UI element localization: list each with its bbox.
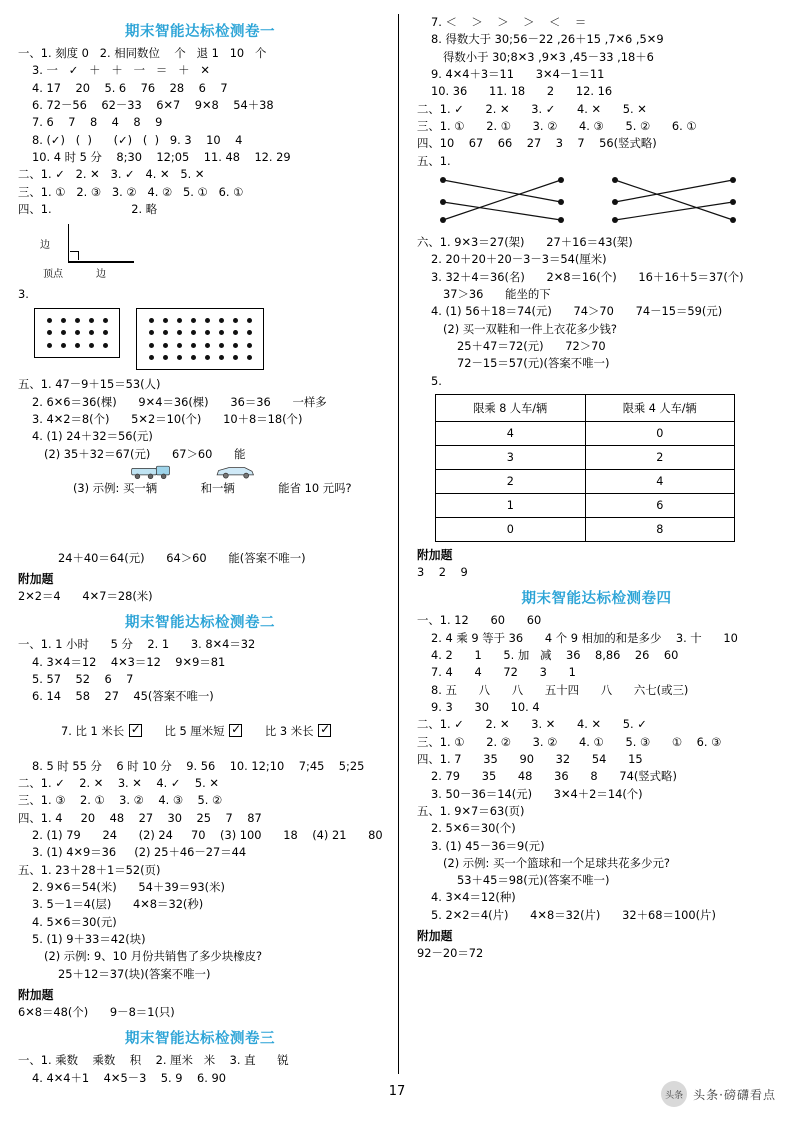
answer-line: 5. [431,373,442,388]
dot [149,330,154,335]
answer-line: 二、1. ✓ 2. ✕ 3. ✓ 4. ✕ 5. ✕ [417,101,647,116]
dot [247,343,252,348]
right-column [398,14,776,1074]
checkbox-checked[interactable] [229,724,242,737]
dot-row [144,327,256,339]
answer-line: (2) 示例: 9、10 月份共销售了多少块橡皮? [44,949,263,964]
dot [177,355,182,360]
angle-label-vertex: 顶点 [43,269,63,281]
matching-diagram-1 [433,172,583,228]
answer-line: 24＋40＝64(元) 64＞60 能(答案不唯一) [58,550,306,565]
answer-line: 8. 5 时 55 分 6 时 10 分 9. 56 10. 12;10 7;45 5;25 [32,758,365,773]
dot [103,343,108,348]
answer-line: 25＋47＝72(元) 72＞70 [457,338,606,353]
table-cell: 2 [436,469,586,493]
answer-line: 五、1. 47－9＋15＝53(人) [18,377,161,392]
dot [149,355,154,360]
dot [205,330,210,335]
appendix-title-juan2: 附加题 [18,987,54,1002]
answer-line: 五、1. 9✕7＝63(页) [417,803,525,818]
appendix-title-juan4: 附加题 [417,929,453,944]
angle-label-side2: 边 [96,269,106,281]
dot [149,318,154,323]
answer-line: 3. 32＋4＝36(名) 2✕8＝16(个) 16＋16＋5＝37(个) [431,269,744,284]
toy-car-icon [214,464,258,480]
table-cell: 0 [436,517,586,541]
table-header-cell: 限乘 4 人车/辆 [585,394,735,421]
section-title-juan4: 期末智能达标检测卷四 [521,591,672,608]
answer-line: 4. (1) 56＋18＝74(元) 74＞70 74－15＝59(元) [431,304,723,319]
checkbox-checked[interactable] [129,724,142,737]
answer-line: 53＋45＝98(元)(答案不唯一) [457,873,610,888]
answer-line: 92－20＝72 [417,946,484,961]
section-title-juan1: 期末智能达标检测卷一 [125,24,275,40]
answer-line: (2) 示例: 买一个篮球和一个足球共花多少元? [443,855,670,870]
right-angle-mark [70,251,79,260]
matching-diagram-2 [605,172,755,228]
angle-label-side1: 边 [40,240,50,252]
answer-line: 6. 72－56 62－33 6✕7 9✕8 54＋38 [32,97,274,112]
table-cell: 3 [436,445,586,469]
answer-line: 一、1. 12 60 60 [417,613,542,628]
watermark [661,1081,776,1107]
table-cell: 4 [585,469,735,493]
answer-line: 4. 17 20 5. 6 76 28 6 7 [32,80,228,95]
watermark-text: 头条·磅礴看点 [693,1087,776,1102]
answer-line: 三、1. ③ 2. ① 3. ② 4. ③ 5. ② [18,793,223,808]
answer-line: 2✕2＝4 4✕7＝28(米) [18,588,153,603]
answer-line: 37＞36 能坐的下 [443,286,551,301]
answer-line: 6. 14 58 27 45(答案不唯一) [32,689,214,704]
answer-line-checkboxes [18,706,382,758]
table-row [436,445,735,469]
angle-side-horizontal [68,261,134,262]
answer-line: 3. [18,287,29,302]
dot [191,318,196,323]
answer-line: 4. (1) 24＋32＝56(元) [32,429,153,444]
dot [247,330,252,335]
appendix-title-juan1: 附加题 [18,571,54,586]
table-cell: 4 [436,421,586,445]
dot [191,330,196,335]
section-title-juan2: 期末智能达标检测卷二 [125,615,275,632]
answer-line: 一、1. 乘数 乘数 积 2. 厘米 米 3. 直 锐 [18,1053,289,1068]
dot [233,355,238,360]
left-column [18,14,398,1085]
dot [47,343,52,348]
dot-row [42,339,112,351]
dot-row [144,351,256,363]
answer-line: 2. 20＋20＋20－3－3＝54(厘米) [431,252,607,267]
dot [191,343,196,348]
dot-row [144,339,256,351]
answer-line: 4. 4✕4＋1 4✕5－3 5. 9 6. 90 [32,1070,227,1085]
dot [219,343,224,348]
answer-line: 7. 4 4 72 3 1 [431,665,576,680]
answer-line: 四、1. 7 35 90 32 54 15 [417,751,643,766]
answer-line: 9. 4✕4＋3＝11 3✕4－1＝11 [431,66,605,81]
dot [89,343,94,348]
answer-line: 2. 6✕6＝36(棵) 9✕4＝36(棵) 36＝36 一样多 [32,394,327,409]
watermark-logo-icon: 头条 [661,1081,687,1107]
dot [61,330,66,335]
answer-line-with-vehicles [18,463,382,550]
dot [47,330,52,335]
page-number: 17 [388,1084,406,1099]
dot [177,343,182,348]
answer-line: 四、1. 2. 略 [18,201,158,216]
answer-line: 72－15＝57(元)(答案不唯一) [457,356,610,371]
answer-line: (2) 35＋32＝67(元) 67＞60 能 [44,446,246,461]
answer-line: 9. 3 30 10. 4 [431,699,540,714]
answer-line: 2. 79 35 48 36 8 74(竖式略) [431,769,677,784]
dot-row [42,327,112,339]
dot [233,343,238,348]
answer-line: 一、1. 1 小时 5 分 2. 1 3. 8✕4＝32 [18,637,256,652]
dot [163,318,168,323]
dot [205,343,210,348]
answer-line: 2. 5✕6＝30(个) [431,821,516,836]
table-header-cell: 限乘 8 人车/辆 [436,394,586,421]
angle-diagram [34,220,184,282]
dot [75,330,80,335]
dot-row [144,315,256,327]
answer-line: 三、1. ① 2. ③ 3. ② 4. ② 5. ① 6. ① [18,184,244,199]
answer-line: 五、1. [417,153,451,168]
answer-text: (3) 示例: 买一辆 和一辆 能省 10 元吗? [72,481,352,496]
table-row [436,493,735,517]
table-cell: 2 [585,445,735,469]
dot [149,343,154,348]
dot [47,318,52,323]
answer-line: 2. (1) 79 24 (2) 24 70 (3) 100 18 (4) 21 80 [32,827,383,842]
dot [233,330,238,335]
dot [205,318,210,323]
answer-line: 二、1. ✓ 2. ✕ 3. ✕ 4. ✕ 5. ✓ [417,717,647,732]
answer-line: 7. 6 7 8 4 8 9 [32,115,163,130]
table-cell: 0 [585,421,735,445]
dot [177,330,182,335]
dot [247,355,252,360]
dot [191,355,196,360]
table-row [436,421,735,445]
answer-line: 10. 36 11. 18 2 12. 16 [431,84,613,99]
dot [103,318,108,323]
dot [103,330,108,335]
answer-line: 3. 5－1＝4(层) 4✕8＝32(秒) [32,897,204,912]
toy-train-icon [130,464,174,480]
answer-line: 四、10 67 66 27 3 7 56(竖式略) [417,136,657,151]
answer-line: 3. (1) 45－36＝9(元) [431,838,545,853]
dot [219,318,224,323]
answer-line: 四、1. 4 20 48 27 30 25 7 87 [18,810,262,825]
dot [233,318,238,323]
answer-line: 8. 得数大于 30;56－22 ,26＋15 ,7✕6 ,5✕9 [431,32,664,47]
answer-line: 5. 57 52 6 7 [32,671,134,686]
dot-array-diagrams [34,308,382,371]
answer-line: 6✕8＝48(个) 9－8＝1(只) [18,1004,175,1019]
dot-array-3x5 [34,308,120,359]
dot [219,330,224,335]
dot [219,355,224,360]
table-row [436,517,735,541]
answer-line: 得数小于 30;8✕3 ,9✕3 ,45－33 ,18＋6 [443,49,654,64]
bus-capacity-table [435,394,735,542]
answer-line: 六、1. 9✕3＝27(架) 27＋16＝43(架) [417,234,633,249]
answer-line: 2. 9✕6＝54(米) 54＋39＝93(米) [32,879,225,894]
dot-array-4x8 [136,308,264,371]
dot [89,318,94,323]
answer-line: 二、1. ✓ 2. ✕ 3. ✕ 4. ✓ 5. ✕ [18,775,219,790]
dot [61,318,66,323]
answer-line: 5. 2✕2＝4(片) 4✕8＝32(片) 32＋68＝100(片) [431,907,716,922]
answer-text: 7. 比 1 米长 ✓ 比 5 厘米短 ✓ 比 3 米长 ✓ [61,724,332,738]
dot [75,318,80,323]
table-header-row [436,394,735,421]
two-column-layout [18,14,776,1085]
table-cell: 6 [585,493,735,517]
appendix-title-juan3: 附加题 [417,547,453,562]
answer-line: (2) 买一双鞋和一件上衣花多少钱? [443,321,617,336]
answer-line: 8. 五 八 八 五十四 八 六七(或三) [431,682,689,697]
dot [247,318,252,323]
dot [61,343,66,348]
dot [89,330,94,335]
matching-diagrams [433,172,776,228]
checkbox-checked[interactable] [318,724,331,737]
answer-line: 3. (1) 4✕9＝36 (2) 25＋46－27＝44 [32,845,247,860]
answer-line: 3. 4✕2＝8(个) 5✕2＝10(个) 10＋8＝18(个) [32,412,303,427]
answer-line: 三、1. ① 2. ① 3. ② 4. ③ 5. ② 6. ① [417,118,697,133]
table-row [436,469,735,493]
answer-line: 2. 4 乘 9 等于 36 4 个 9 相加的和是多少 3. 十 10 [431,630,738,645]
answer-line: 三、1. ① 2. ② 3. ② 4. ① 5. ③ ① 6. ③ [417,734,722,749]
answer-line: 一、1. 刻度 0 2. 相同数位 个 退 1 10 个 [18,46,267,60]
dot [205,355,210,360]
answer-line: 4. 3✕4＝12 4✕3＝12 9✕9＝81 [32,654,226,669]
answer-line: 五、1. 23＋28＋1＝52(页) [18,862,161,877]
answer-line: 25＋12＝37(块)(答案不唯一) [58,966,211,981]
section-title-juan3: 期末智能达标检测卷三 [125,1031,275,1048]
dot [163,355,168,360]
answer-line: 3 2 9 [417,564,468,579]
answer-line: 10. 4 时 5 分 8;30 12;05 11. 48 12. 29 [32,149,291,164]
table-cell: 8 [585,517,735,541]
dot [163,343,168,348]
answer-line: 二、1. ✓ 2. ✕ 3. ✓ 4. ✕ 5. ✕ [18,167,205,182]
table-cell: 1 [436,493,586,517]
answer-line: 3. 一 ✓ ＋ ＋ 一 ＝ ＋ ✕ [32,63,210,78]
answer-line: 4. 2 1 5. 加 减 36 8,86 26 60 [431,647,679,662]
answer-line: 5. (1) 9＋33＝42(块) [32,931,146,946]
answer-line: 3. 50－36＝14(元) 3✕4＋2＝14(个) [431,786,643,801]
answer-line: 8. (✓) ( ) (✓) ( ) 9. 3 10 4 [32,132,243,147]
dot-row [42,315,112,327]
dot [177,318,182,323]
answer-line: 4. 3✕4＝12(种) [431,890,516,905]
dot [75,343,80,348]
answer-line: 7. ＜ ＞ ＞ ＞ ＜ ＝ [431,15,587,29]
answer-line: 4. 5✕6＝30(元) [32,914,117,929]
dot [163,330,168,335]
